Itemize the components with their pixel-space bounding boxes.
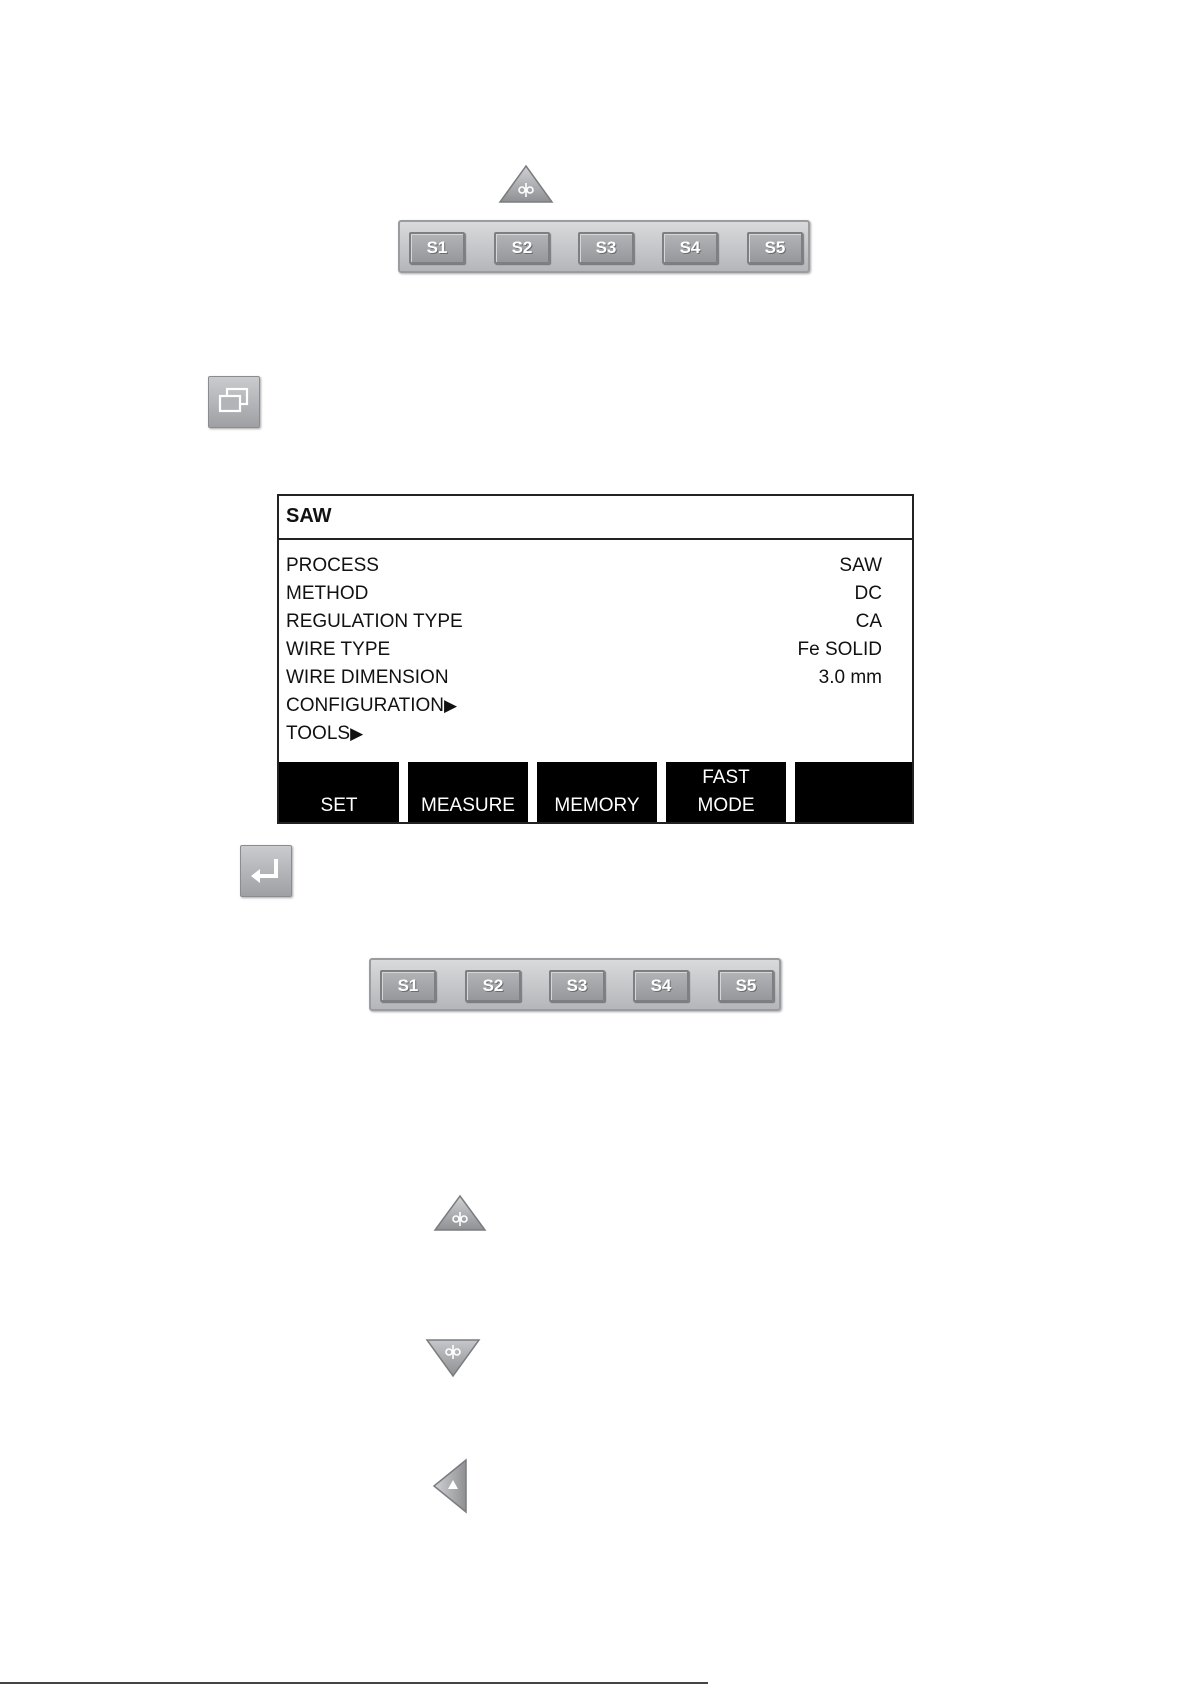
menu-item-configuration[interactable] [286, 692, 882, 720]
menu-item-tools[interactable] [286, 720, 882, 748]
knob-left-button[interactable] [430, 1458, 470, 1519]
windows-button[interactable] [208, 376, 260, 428]
menu-item-value: CA [855, 611, 882, 632]
menu-item-label: TOOLS [286, 723, 351, 744]
menu-item-method[interactable] [286, 580, 882, 608]
screen-title: SAW [286, 505, 332, 527]
softkey-s4[interactable]: S4 [633, 970, 689, 1002]
menu-item-label: METHOD [286, 583, 369, 604]
menu-item-value: Fe SOLID [797, 639, 882, 660]
enter-icon [241, 846, 291, 896]
softkey-label-measure: MEASURE [408, 762, 528, 822]
softkey-s5[interactable]: S5 [718, 970, 774, 1002]
softkey-s2[interactable]: S2 [494, 232, 550, 264]
softkey-label-empty [795, 762, 912, 822]
menu-item-value: DC [854, 583, 882, 604]
softkey-s5[interactable]: S5 [747, 232, 803, 264]
softkey-s1[interactable]: S1 [409, 232, 465, 264]
softkey-label-memory: MEMORY [537, 762, 657, 822]
title-divider [279, 538, 912, 540]
softkey-strip-top [398, 220, 810, 273]
knob-up-icon [498, 164, 554, 204]
menu-item-value: SAW [839, 555, 882, 576]
softkey-s3[interactable]: S3 [578, 232, 634, 264]
softkey-label-fast-mode: FAST MODE [666, 762, 786, 822]
menu-item-label: PROCESS [286, 555, 379, 576]
menu-item-label: WIRE TYPE [286, 639, 391, 660]
knob-up-button[interactable] [498, 164, 554, 204]
enter-button[interactable] [240, 845, 292, 897]
windows-icon [209, 377, 259, 427]
menu-item-regulation-type[interactable] [286, 608, 882, 636]
menu-item-wire-type[interactable] [286, 636, 882, 664]
menu-item-label: CONFIGURATION [286, 695, 444, 716]
menu-item-value: 3.0 mm [818, 667, 882, 688]
submenu-arrow-icon: ▶ [350, 724, 364, 743]
softkey-s2[interactable]: S2 [465, 970, 521, 1002]
menu-item-wire-dimension[interactable] [286, 664, 882, 692]
softkey-label-set: SET [279, 762, 399, 822]
menu-list [286, 552, 882, 748]
softkey-s1[interactable]: S1 [380, 970, 436, 1002]
softkey-s4[interactable]: S4 [662, 232, 718, 264]
softkey-strip-bottom [369, 958, 781, 1011]
menu-item-process[interactable] [286, 552, 882, 580]
submenu-arrow-icon: ▶ [443, 696, 458, 715]
softkey-label-bar [279, 762, 912, 822]
knob-down-icon [425, 1338, 481, 1378]
display-screen [277, 494, 914, 824]
menu-item-label: REGULATION TYPE [286, 611, 463, 632]
knob-up-icon [433, 1194, 487, 1232]
menu-item-label: WIRE DIMENSION [286, 667, 449, 688]
knob-up-button[interactable] [433, 1194, 487, 1237]
page-edge-line [0, 1682, 708, 1684]
knob-down-button[interactable] [425, 1338, 481, 1383]
softkey-s3[interactable]: S3 [549, 970, 605, 1002]
knob-left-icon [430, 1458, 470, 1514]
